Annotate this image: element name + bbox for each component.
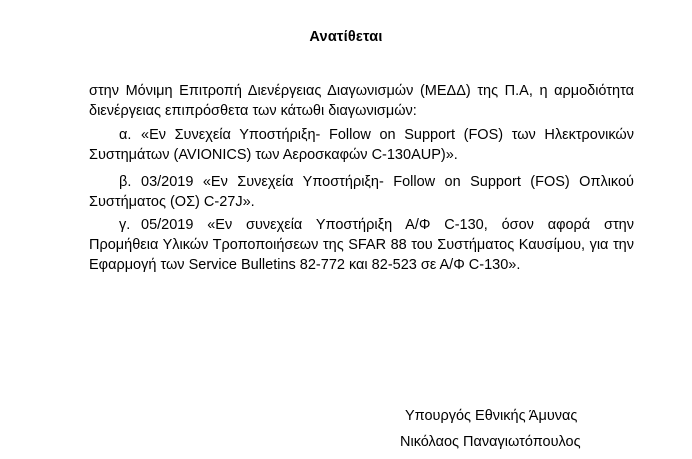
list-item-a (89, 125, 634, 165)
list-marker-b: β. (119, 174, 132, 190)
signature-name: Νικόλαος Παναγιωτόπουλος (400, 434, 581, 450)
signature-title: Υπουργός Εθνικής Άμυνας (405, 408, 578, 424)
list-marker-a: α. (119, 127, 132, 143)
list-item-g-line-1 (89, 215, 634, 235)
list-item-g-line-2: Προμήθεια Υλικών Τροποποιήσεων της SFAR 88 του Συστήματος Καυσίμου, για την (89, 237, 634, 253)
list-item-a-line-2: Συστημάτων (AVIONICS) των Αεροσκαφών C-130AUP)». (89, 147, 458, 163)
list-item-b-line-1 (89, 172, 634, 192)
list-item-a-text-1: «Εν Συνεχεία Υποστήριξη- Follow on Support (FOS) των Ηλεκτρονικών (141, 127, 634, 143)
list-item-g-text-1: 05/2019 «Εν συνεχεία Υποστήριξη Α/Φ C-130, όσον αφορά στην (141, 217, 634, 233)
list-marker-g: γ. (119, 217, 131, 233)
list-item-g-line-3: Εφαρμογή των Service Bulletins 82-772 και 82-523 σε Α/Φ C-130». (89, 257, 521, 273)
intro-paragraph (89, 81, 634, 121)
list-item-b-line-2: Συστήματος (ΟΣ) C-27J». (89, 194, 255, 210)
list-item-g (89, 215, 634, 275)
list-item-a-line-1 (89, 125, 634, 145)
intro-line-1: στην Μόνιμη Επιτροπή Διενέργειας Διαγωνισμών (ΜΕΔΔ) της Π.Α, η αρμοδιότητα (89, 83, 634, 99)
list-item-b-text-1: 03/2019 «Εν Συνεχεία Υποστήριξη- Follow on Support (FOS) Οπλικού (141, 174, 634, 190)
document-title: Ανατίθεται (309, 29, 383, 45)
intro-line-2: διενέργειας επιπρόσθετα των κάτωθι διαγωνισμών: (89, 103, 417, 119)
list-item-b (89, 172, 634, 212)
